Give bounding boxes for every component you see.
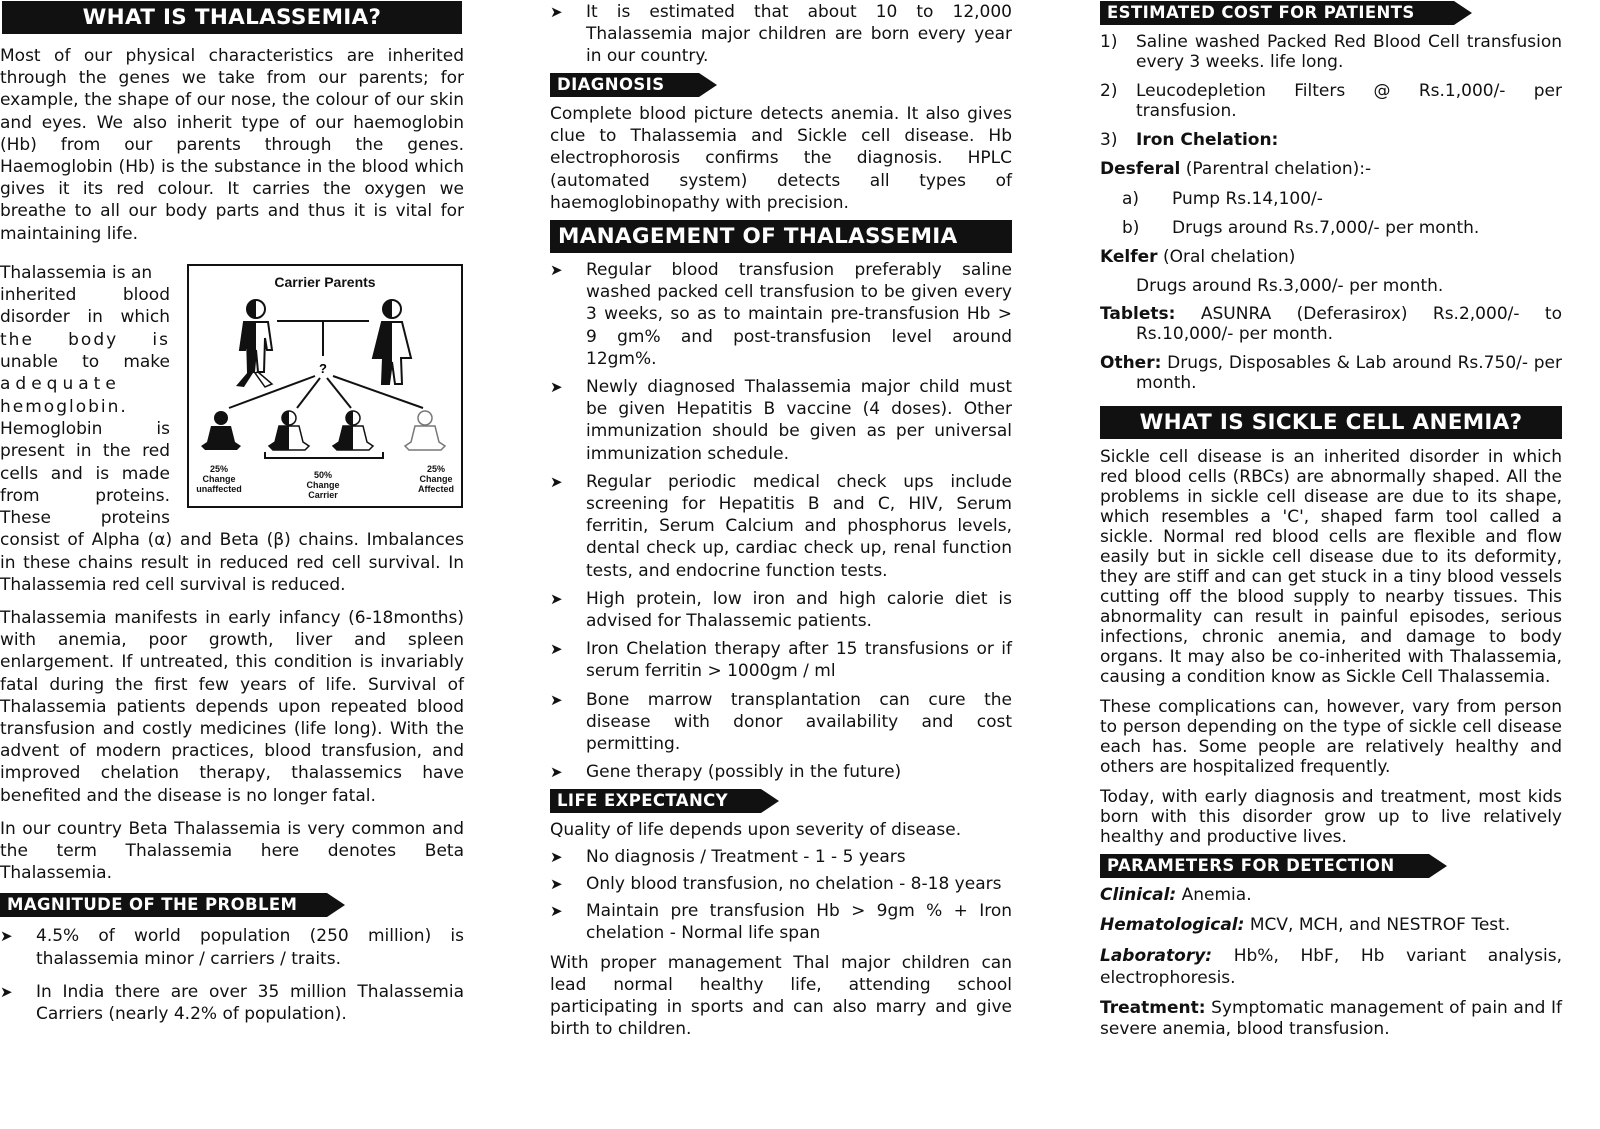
list-item <box>550 689 1012 756</box>
clinical-label: Clinical: <box>1100 885 1177 905</box>
text-line: inherited blood <box>0 285 170 306</box>
item-number: 3) <box>1100 130 1118 150</box>
list-item-text: High protein, low iron and high calorie diet is advised for Thalassemic patients. <box>586 588 1012 632</box>
list-item <box>0 925 464 969</box>
arrow-bullet-icon: ➤ <box>550 3 563 21</box>
text-line: from proteins. <box>0 485 170 506</box>
heading-what-is-thalassemia: WHAT IS THALASSEMIA? <box>2 1 462 34</box>
label-affected: 25% Change Affected <box>417 464 454 494</box>
text-line: present in the red <box>0 441 170 462</box>
arrow-bullet-icon: ➤ <box>0 982 13 1001</box>
laboratory-text: Hb%, HbF, Hb variant analysis, electrophoresis. <box>1100 946 1562 988</box>
sub-text: Drugs around Rs.7,000/- per month. <box>1172 218 1480 238</box>
list-item <box>550 873 1012 895</box>
desferal-label: Desferal <box>1100 159 1181 179</box>
list-item-text: Regular blood transfusion preferably saline washed packed cell transfusion to be given every 3 weeks, so as to maintain pre-transfusion Hb > 9 gm% and post-transfusion level around 12gm%. <box>586 260 1012 369</box>
sub-text: Pump Rs.14,100/- <box>1172 189 1323 209</box>
arrow-bullet-icon: ➤ <box>550 902 563 921</box>
list-item <box>550 846 1012 868</box>
heading-life-wrap <box>550 789 1012 813</box>
clinical-text: Anemia. <box>1176 885 1252 905</box>
heading-magnitude: MAGNITUDE OF THE PROBLEM <box>0 893 327 917</box>
list-item-text: 4.5% of world population (250 million) is thalassemia minor / carriers / traits. <box>36 926 464 969</box>
father-figure-icon <box>236 300 272 387</box>
list-item-text: Newly diagnosed Thalassemia major child must be given Hepatitis B vaccine (4 doses). Other immunization should be given as per universal immunization schedule. <box>586 377 1012 464</box>
arrow-bullet-icon: ➤ <box>550 378 563 397</box>
desferal-line <box>1100 159 1562 179</box>
text-line: the body is <box>0 329 170 350</box>
list-item <box>550 376 1012 465</box>
text-line: Hemoglobin is <box>0 418 170 439</box>
sickle-paragraph-1: Sickle cell disease is an inherited disorder in which red blood cells (RBCs) are abnormally shaped. All the problems in sickle cell disease are due to its shape, which resembles a 'C', shaped farm tool called a sickle. Normal red blood cells are flexible and flow easily but in sickle cell disease due to its deformity, they are stiff and can get stuck in a tiny blood vessels cutting off the blood supply to nearby tissues. This abnormality can result in painful episodes, serious infections, chronic anemia, and damage to body organs. It may also be co-inherited with Thalassemia, causing a condition know as Sickle Cell Thalassemia. <box>1100 447 1562 687</box>
tablets-line <box>1100 304 1562 344</box>
list-item <box>550 638 1012 682</box>
cost-item-1 <box>1100 32 1562 72</box>
diagnosis-paragraph: Complete blood picture detects anemia. It also gives clue to Thalassemia and Sickle cell disease. Hb electrophorosis confirms the diagnosis. HPLC (automated system) detects all types of haemoglobinopathy with precision. <box>550 104 1012 213</box>
list-item <box>550 259 1012 370</box>
heading-management: MANAGEMENT OF THALASSEMIA <box>550 220 1012 253</box>
list-item-text: Gene therapy (possibly in the future) <box>586 762 902 783</box>
heading-params-wrap <box>1100 854 1562 878</box>
list-item-text: It is estimated that about 10 to 12,000 Thalassemia major children are born every year in our country. <box>586 2 1012 66</box>
desferal-a <box>1100 188 1562 210</box>
arrow-bullet-icon: ➤ <box>550 874 563 893</box>
list-item-text: Regular periodic medical check ups include screening for Hepatitis B and C, HIV, Serum ferritin, Serum Calcium and phosphorus levels, dental check up, cardiac check up, renal function tests, and endocrine function tests. <box>586 471 1012 581</box>
sickle-paragraph-3: Today, with early diagnosis and treatment, most kids born with this disorder grow up to live relatively healthy and productive lives. <box>1100 787 1562 847</box>
list-item-text: Maintain pre transfusion Hb > 9gm % + Iron chelation - Normal life span <box>586 901 1012 944</box>
item-text: Iron Chelation: <box>1136 130 1279 150</box>
arrow-bullet-icon: ➤ <box>550 589 563 608</box>
life-list <box>550 846 1012 945</box>
text-line: unable to make <box>0 352 170 373</box>
child-carrier-icon <box>269 411 309 450</box>
clinical-line <box>1100 885 1562 905</box>
heading-magnitude-wrap <box>0 893 464 917</box>
manifests-paragraph: Thalassemia manifests in early infancy (6-18months) with anemia, poor growth, liver and spleen enlargement. If untreated, this condition is invariably fatal during the first few years of life. Survival of Thalassemia patients depends upon repeated blood transfusion and costly medicines (life long). With the advent of modern practices, blood transfusion, and improved chelation therapy, thalassemics have benefited and the disease is no longer fatal. <box>0 608 464 806</box>
item-number: 1) <box>1100 32 1118 52</box>
intro-paragraph: Most of our physical characteristics are inherited through the genes we take from our parents; for example, the shape of our nose, the colour of our skin and eyes. We also inherit type of our haemoglobin (Hb) from our parents through the genes. Haemoglobin (Hb) is the substance in the blood which gives it its red colour. It carries the oxygen we breathe to all our body parts and thus it is vital for maintaining life. <box>0 46 464 244</box>
hematological-text: MCV, MCH, and NESTROF Test. <box>1244 915 1511 935</box>
question-mark: ? <box>319 361 327 376</box>
management-list <box>550 259 1012 783</box>
tablets-label: Tablets: <box>1100 304 1176 324</box>
list-item-text: Bone marrow transplantation can cure the disease with donor availability and cost permitting. <box>586 689 1012 755</box>
hematological-label: Hematological: <box>1100 915 1245 935</box>
label-unaffected: 25% Change unaffected <box>196 464 242 494</box>
heading-cost-wrap <box>1100 1 1562 25</box>
inherited-narrow-block <box>0 262 170 530</box>
item-text: Leucodepletion Filters @ Rs.1,000/- per transfusion. <box>1136 81 1562 121</box>
kelfer-label: Kelfer <box>1100 247 1158 267</box>
arrow-bullet-icon: ➤ <box>550 640 563 659</box>
other-text: Drugs, Disposables & Lab around Rs.750/- per month. <box>1136 353 1562 393</box>
treatment-label: Treatment: <box>1100 998 1206 1018</box>
heading-estimated-cost: ESTIMATED COST FOR PATIENTS <box>1100 1 1454 25</box>
cost-item-2 <box>1100 81 1562 121</box>
arrow-bullet-icon: ➤ <box>550 847 563 866</box>
child-affected-icon <box>405 411 445 450</box>
column-thalassemia <box>0 0 464 1025</box>
label-carrier: 50% Change Carrier <box>306 470 340 500</box>
tablets-text: ASUNRA (Deferasirox) Rs.2,000/- to Rs.10,000/- per month. <box>1136 304 1562 344</box>
arrow-bullet-icon: ➤ <box>550 763 563 782</box>
desferal-b <box>1100 217 1562 239</box>
inherited-paragraph-rest: consist of Alpha (α) and Beta (β) chains. Imbalances in these chains result in reduced red cell survival. In Thalassemia red cell survival is reduced. <box>0 530 464 595</box>
arrow-bullet-icon: ➤ <box>550 261 563 280</box>
mother-figure-icon <box>373 300 411 384</box>
list-item-text: In India there are over 35 million Thalassemia Carriers (nearly 4.2% of population). <box>36 981 464 1025</box>
arrow-bullet-icon: ➤ <box>550 472 563 491</box>
kelfer-line <box>1100 246 1562 268</box>
item-number: 2) <box>1100 81 1118 101</box>
treatment-text: Symptomatic management of pain and If severe anemia, blood transfusion. <box>1100 998 1562 1039</box>
treatment-line <box>1100 998 1562 1040</box>
column-cost-sickle-cell <box>1100 0 1562 1040</box>
heading-diagnosis: DIAGNOSIS <box>550 73 699 97</box>
heading-life-expectancy: LIFE EXPECTANCY <box>550 789 761 813</box>
heading-parameters: PARAMETERS FOR DETECTION <box>1100 854 1429 878</box>
list-item <box>550 761 1012 783</box>
sickle-paragraph-2: These complications can, however, vary from person to person depending on the type of sickle cell disease each has. Some people are relatively healthy and others are hospitalized frequently. <box>1100 697 1562 777</box>
sub-letter: a) <box>1122 189 1140 209</box>
desferal-text: (Parentral chelation):- <box>1180 159 1372 179</box>
estimated-list <box>550 1 1012 67</box>
list-item-text: No diagnosis / Treatment - 1 - 5 years <box>586 846 906 867</box>
text-line: disorder in which <box>0 307 170 328</box>
other-line <box>1100 353 1562 393</box>
heading-diagnosis-wrap <box>550 73 1012 97</box>
laboratory-label: Laboratory: <box>1100 946 1213 966</box>
life-intro: Quality of life depends upon severity of disease. <box>550 820 962 841</box>
arrow-bullet-icon: ➤ <box>550 690 563 709</box>
figure-title: Carrier Parents <box>274 274 376 290</box>
sub-letter: b) <box>1122 218 1140 238</box>
magnitude-list <box>0 925 464 1025</box>
list-item <box>550 900 1012 944</box>
other-label: Other: <box>1100 353 1162 373</box>
child-carrier-icon <box>333 411 373 450</box>
text-line: adequate <box>0 374 121 395</box>
kelfer-text: (Oral chelation) <box>1157 247 1296 267</box>
heading-sickle-cell: WHAT IS SICKLE CELL ANEMIA? <box>1100 406 1562 439</box>
arrow-bullet-icon: ➤ <box>0 927 13 946</box>
item-text: Saline washed Packed Red Blood Cell transfusion every 3 weeks. life long. <box>1136 32 1562 72</box>
cost-item-3 <box>1100 130 1562 150</box>
list-item-text: Iron Chelation therapy after 15 transfusions or if serum ferritin > 1000gm / ml <box>586 639 1012 682</box>
list-item <box>550 588 1012 632</box>
text-line: cells and is made <box>0 463 170 484</box>
list-item <box>550 471 1012 582</box>
column-diagnosis-management <box>550 0 1012 1040</box>
life-outro: With proper management Thal major children can lead normal healthy life, attending school participating in sports and can also marry and give birth to children. <box>550 952 1012 1040</box>
kelfer-drugs: Drugs around Rs.3,000/- per month. <box>1136 276 1444 296</box>
country-paragraph: In our country Beta Thalassemia is very common and the term Thalassemia here denotes Beta Thalassemia. <box>0 818 464 884</box>
carrier-parents-figure <box>187 264 463 508</box>
hematological-line <box>1100 915 1562 935</box>
list-item <box>550 1 1012 67</box>
list-item <box>0 981 464 1025</box>
text-line: Thalassemia is an <box>0 262 153 283</box>
list-item-text: Only blood transfusion, no chelation - 8-18 years <box>586 873 1002 894</box>
laboratory-line <box>1100 945 1562 989</box>
text-line: These proteins <box>0 508 170 529</box>
text-line: hemoglobin. <box>0 396 128 417</box>
child-unaffected-icon <box>201 411 241 450</box>
